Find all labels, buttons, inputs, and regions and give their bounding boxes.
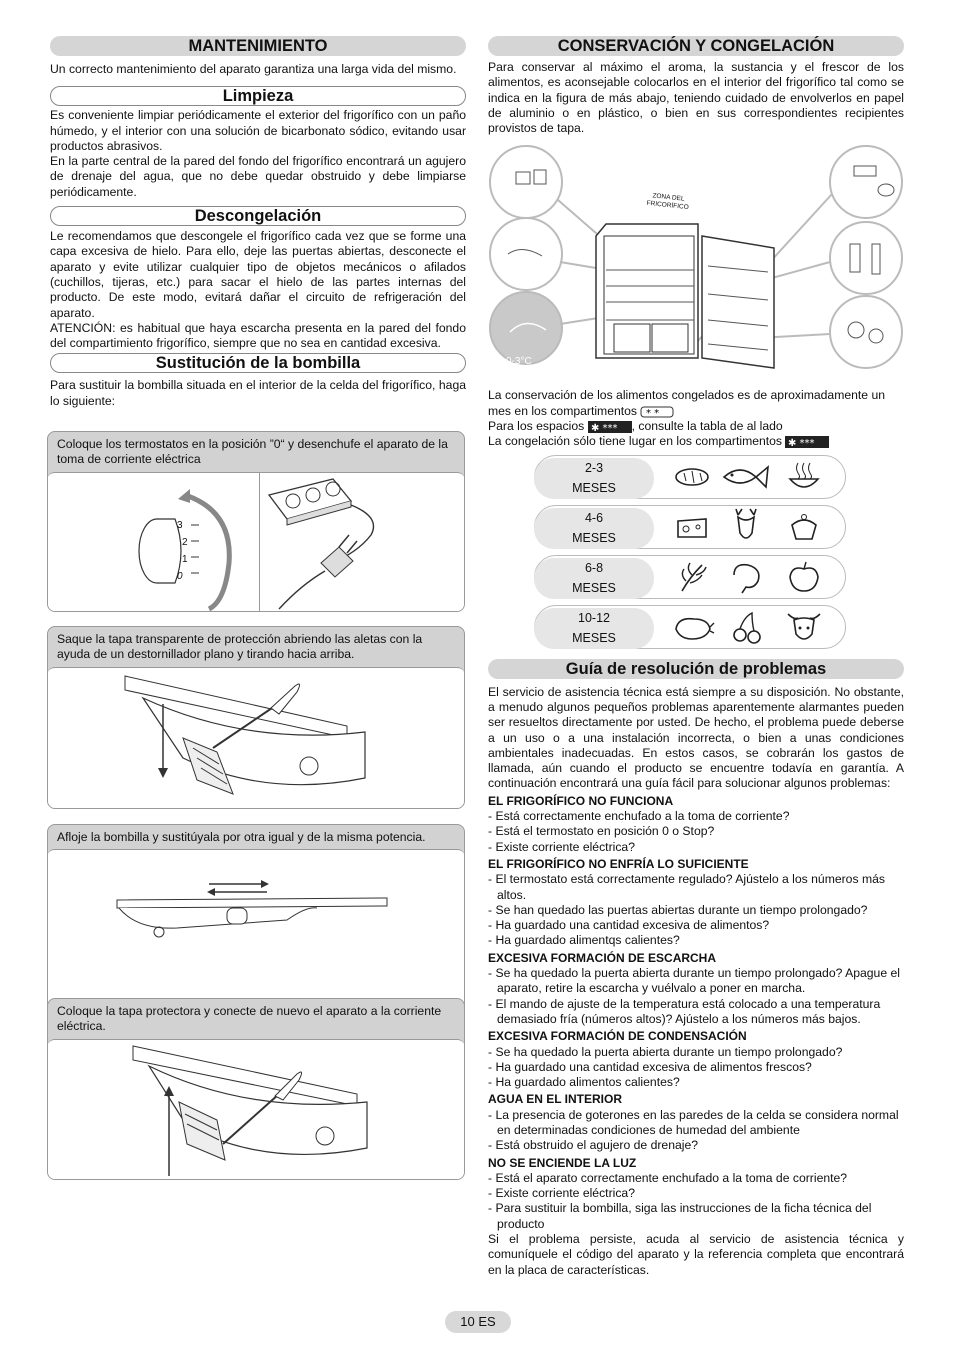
troubleshooting-items bbox=[488, 1171, 904, 1232]
zona-label-line1: ZONA DEL bbox=[652, 192, 685, 204]
storage-row-label bbox=[534, 458, 654, 499]
section-title-guia: Guía de resolución de problemas bbox=[488, 659, 904, 679]
guia-closing: Si el problema persiste, acuda al servicio de asistencia técnica y comuníquele el código del aparato y la referencia completa que encontrará en la placa de características. bbox=[488, 1232, 904, 1277]
limpieza-p2: En la parte central de la pared del fondo del frigorífico encontrará un agujero de drenaje del agua, que no debe quedar obstruido y debe limpiarse periódicamente. bbox=[50, 154, 466, 199]
section-title-bombilla: Sustitución de la bombilla bbox=[50, 353, 466, 373]
poultry-leg-icon bbox=[728, 559, 764, 595]
right-column bbox=[488, 36, 904, 1278]
storage-row bbox=[488, 605, 904, 651]
troubleshooting-item: - El mando de ajuste de la temperatura está colocado a una temperatura demasiado fría (números altos)? Ajústelo a los números más bajos. bbox=[488, 996, 881, 1026]
descongelacion-p1: Le recomendamos que descongele el frigorífico cada vez que se forme una capa excesiva de hielo. Para ello, deje las puertas abiertas, desconecte el aparato y evite utilizar cualquier tipo de objetos mecánicos o afilados (cuchillos, tijeras, etc.) para sacar el hielo de las partes internas del producto. De este modo, evitará dañar el circuito de refrigeración del aparato. bbox=[50, 229, 466, 320]
fridge-illustration bbox=[488, 144, 904, 374]
cheese-icon bbox=[674, 509, 710, 545]
storage-row-label bbox=[534, 558, 654, 599]
left-column bbox=[50, 36, 466, 1034]
troubleshooting-heading: EL FRIGORÍFICO NO ENFRÍA LO SUFICIENTE bbox=[488, 856, 749, 871]
storage-range: 10-12 bbox=[578, 610, 610, 625]
troubleshooting-item: - Se han quedado las puertas abiertas durante un tiempo prolongado? bbox=[488, 902, 868, 917]
troubleshooting-heading: EL FRIGORÍFICO NO FUNCIONA bbox=[488, 793, 674, 808]
section-title-descongelacion: Descongelación bbox=[50, 206, 466, 226]
bulb-step-2-figure bbox=[47, 667, 465, 808]
cake-icon bbox=[786, 509, 822, 545]
troubleshooting-items bbox=[488, 809, 904, 855]
storage-range: 6-8 bbox=[584, 560, 604, 575]
screwdriver-cover-icon bbox=[47, 668, 461, 808]
bulb-step-1 bbox=[47, 431, 465, 612]
troubleshooting-item: - Ha guardado alimentos calientes? bbox=[488, 1075, 680, 1090]
bulb-step-2-text: Saque la tapa transparente de protección abriendo las aletas con la ayuda de un destornillador plano y tirando hacia arriba. bbox=[57, 632, 423, 662]
storage-unit: MESES bbox=[572, 480, 616, 495]
apple-icon bbox=[786, 559, 822, 595]
troubleshooting-list bbox=[488, 794, 904, 1232]
thermostat-dial-icon bbox=[47, 473, 257, 611]
svg-text:✱ ***: ✱ *** bbox=[788, 438, 815, 449]
troubleshooting-item: - Está obstruido el agujero de drenaje? bbox=[488, 1138, 699, 1153]
conservacion-line3: La congelación sólo tiene lugar en los compartimentos bbox=[488, 434, 783, 449]
troubleshooting-item: - Ha guardado alimentqs calientes? bbox=[488, 933, 680, 948]
dial-labels bbox=[177, 517, 188, 585]
section-title-limpieza: Limpieza bbox=[50, 86, 466, 106]
dial-label-1: 1 bbox=[182, 553, 188, 565]
storage-row-label bbox=[534, 608, 654, 649]
storage-row-label bbox=[534, 508, 654, 549]
troubleshooting-items bbox=[488, 966, 904, 1027]
troubleshooting-items bbox=[488, 872, 904, 948]
troubleshooting-item: - El termostato está correctamente regulado? Ajústelo a los números más altos. bbox=[488, 872, 885, 902]
dial-label-2: 2 bbox=[182, 536, 188, 548]
troubleshooting-item: - Está correctamente enchufado a la toma de corriente? bbox=[488, 809, 790, 824]
troubleshooting-items bbox=[488, 1108, 904, 1154]
bulb-step-4-figure bbox=[47, 1039, 465, 1180]
zona-label-line2: FRICORÍFICO bbox=[646, 200, 690, 212]
three-star-freezer-icon bbox=[588, 421, 632, 433]
svg-text:* *: * * bbox=[646, 407, 660, 418]
bulb-replace-icon bbox=[47, 850, 461, 1000]
plug-socket-icon bbox=[261, 473, 461, 612]
storage-row bbox=[488, 505, 904, 551]
bread-icon bbox=[674, 459, 710, 495]
four-star-freezer-icon bbox=[785, 436, 829, 448]
storage-table bbox=[488, 455, 904, 651]
troubleshooting-item: - Ha guardado una cantidad excesiva de alimentos? bbox=[488, 918, 770, 933]
bulb-step-4 bbox=[47, 998, 465, 1180]
storage-range: 4-6 bbox=[584, 510, 604, 525]
section-title-mantenimiento: MANTENIMIENTO bbox=[50, 36, 466, 56]
troubleshooting-heading: NO SE ENCIENDE LA LUZ bbox=[488, 1155, 637, 1170]
conservacion-notes bbox=[488, 388, 904, 449]
bombilla-text: Para sustituir la bombilla situada en el interior de la celda del frigorífico, haga lo siguiente: bbox=[50, 378, 466, 408]
wheat-icon bbox=[674, 559, 710, 595]
troubleshooting-item: - Existe corriente eléctrica? bbox=[488, 1186, 635, 1201]
section-title-conservacion: CONSERVACIÓN Y CONGELACIÓN bbox=[488, 36, 904, 56]
deer-icon bbox=[726, 507, 766, 547]
svg-text:✱ ***: ✱ *** bbox=[590, 422, 618, 433]
soup-icon bbox=[786, 459, 822, 495]
bulb-step-1-text: Coloque los termostatos en la posición ”0“ y desenchufe el aparato de la toma de corriente eléctrica bbox=[57, 437, 448, 467]
storage-unit: MESES bbox=[572, 630, 616, 645]
conservacion-line1: La conservación de los alimentos congelados es de aproximadamente un mes en los compartimentos bbox=[488, 388, 886, 418]
bulb-step-3-text: Afloje la bombilla y sustitúyala por otra igual y de la misma potencia. bbox=[57, 830, 426, 844]
bulb-step-2 bbox=[47, 626, 465, 809]
conservacion-line2b: , consulte la tabla de al lado bbox=[631, 419, 783, 434]
troubleshooting-item: - Se ha quedado la puerta abierta durante un tiempo prolongado? bbox=[488, 1044, 843, 1059]
troubleshooting-item: - Se ha quedado la puerta abierta durante un tiempo prolongado? Apague el aparato, retire la escarcha y vuélvalo a poner en marcha. bbox=[488, 966, 900, 996]
storage-row bbox=[488, 455, 904, 501]
page-number: 10 ES bbox=[445, 1311, 511, 1333]
conservacion-text: Para conservar al máximo el aroma, la sustancia y el frescor de los alimentos, es aconsejable colocarlos en el interior del frigorífico tal como se indica en la figura de más abajo, teniendo cuidado de envolverlos en papel de aluminio o en plástico, o bien en sus correspondientes recipientes provistos de tapa. bbox=[488, 60, 904, 136]
troubleshooting-item: - Está el aparato correctamente enchufado a la toma de corriente? bbox=[488, 1170, 848, 1185]
bulb-step-1-figure bbox=[47, 472, 465, 612]
fish-icon bbox=[720, 459, 770, 495]
troubleshooting-item: - Está el termostato en posición 0 o Stop? bbox=[488, 824, 715, 839]
storage-range: 2-3 bbox=[584, 460, 604, 475]
bulb-step-4-text: Coloque la tapa protectora y conecte de nuevo el aparato a la corriente eléctrica. bbox=[57, 1004, 442, 1034]
dial-label-0: 0 bbox=[177, 570, 183, 582]
troubleshooting-item: - Para sustituir la bombilla, siga las instrucciones de la ficha técnica del producto bbox=[488, 1201, 872, 1231]
limpieza-p1: Es conveniente limpiar periódicamente el exterior del frigorífico con un paño húmedo, y el interior con una solución de bicarbonato sódico, evitando usar productos abrasivos. bbox=[50, 108, 466, 153]
freezer-temp-label: 0-3°C bbox=[506, 356, 532, 368]
bulb-step-3-figure bbox=[47, 849, 465, 1022]
troubleshooting-items bbox=[488, 1045, 904, 1091]
troubleshooting-heading: EXCESIVA FORMACIÓN DE ESCARCHA bbox=[488, 950, 717, 965]
guia-intro: El servicio de asistencia técnica está siempre a su disposición. No obstante, a menudo algunos pequeños problemas aparentemente alarmantes pueden ser resueltos directamente por usted. De hecho, el problema puede deberse a un uso o a una instalación incorrecta, o bien a unas condiciones ambientales inadecuadas. En estos casos, se cobrarán los gastos de llamada, aún cuando el producto se encuentre todavía en garantía. A continuación encontrará una guía fácil para solucionar algunos problemas: bbox=[488, 684, 904, 791]
cover-reinstall-icon bbox=[47, 1040, 461, 1180]
storage-unit: MESES bbox=[572, 530, 616, 545]
descongelacion-p2: ATENCIÓN: es habitual que haya escarcha presenta en la pared del fondo del compartimiento frigorífico, siempre que no sea en cantidad excesiva. bbox=[50, 320, 466, 351]
storage-row bbox=[488, 555, 904, 601]
two-star-icon bbox=[640, 406, 674, 418]
cow-icon bbox=[784, 608, 824, 646]
troubleshooting-item: - Existe corriente eléctrica? bbox=[488, 839, 635, 854]
dial-label-3: 3 bbox=[177, 519, 183, 531]
bulb-step-3 bbox=[47, 824, 465, 1022]
conservacion-line2a: Para los espacios bbox=[488, 419, 585, 434]
chicken-icon bbox=[672, 609, 716, 645]
troubleshooting-item: - La presencia de goterones en las paredes de la celda se considera normal en determinadas condiciones de humedad del ambiente bbox=[488, 1107, 899, 1137]
mantenimiento-text: Un correcto mantenimiento del aparato garantiza una larga vida del mismo. bbox=[50, 62, 457, 76]
storage-unit: MESES bbox=[572, 580, 616, 595]
troubleshooting-item: - Ha guardado una cantidad excesiva de alimentos frescos? bbox=[488, 1059, 812, 1074]
troubleshooting-heading: EXCESIVA FORMACIÓN DE CONDENSACIÓN bbox=[488, 1029, 747, 1044]
troubleshooting-heading: AGUA EN EL INTERIOR bbox=[488, 1092, 623, 1107]
cherries-icon bbox=[730, 609, 766, 645]
